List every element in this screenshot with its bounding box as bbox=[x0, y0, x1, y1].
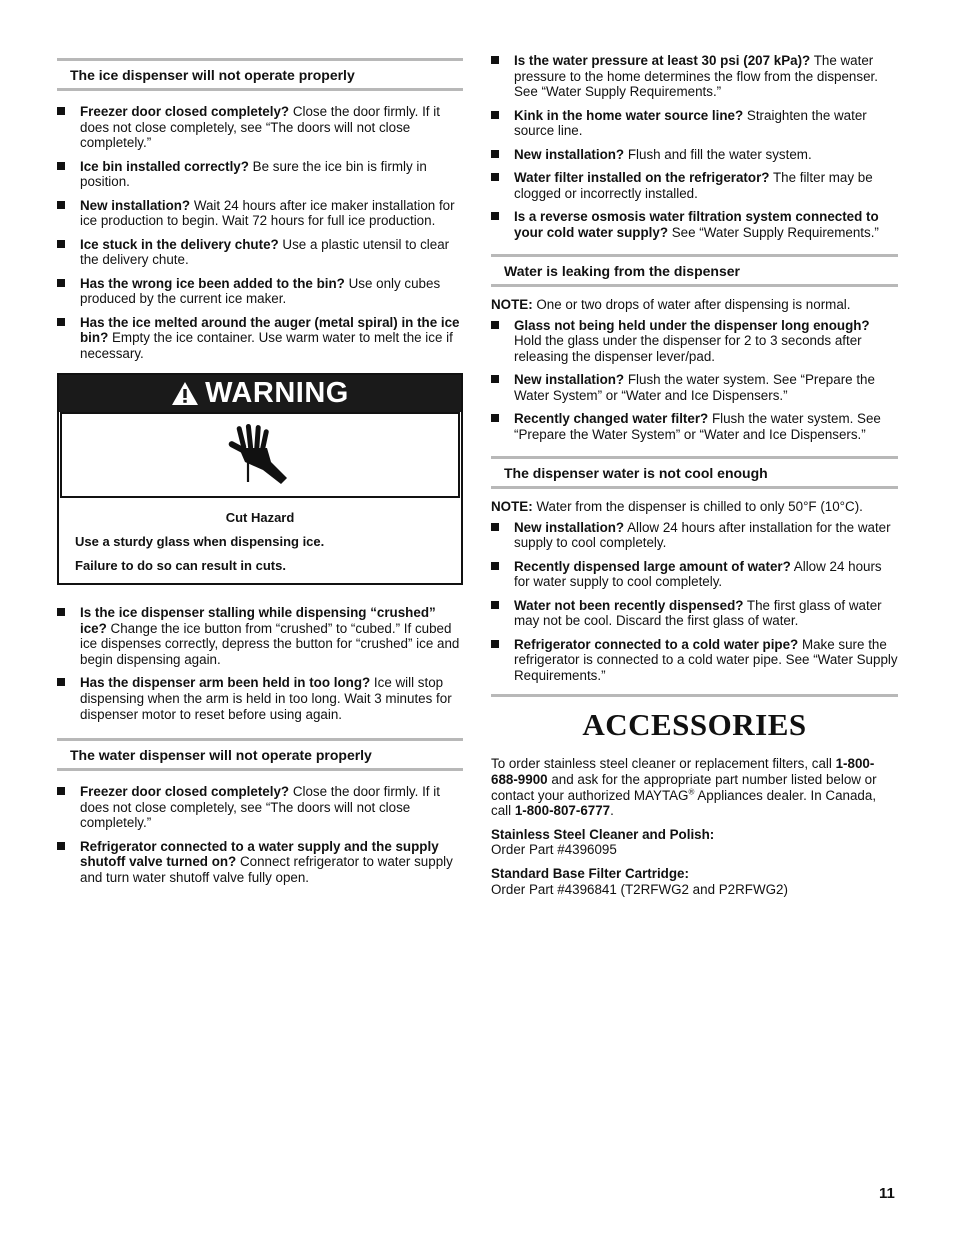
warning-box bbox=[57, 373, 463, 585]
bullet-square-icon bbox=[57, 162, 65, 170]
section-heading-water-leaking: Water is leaking from the dispenser bbox=[491, 254, 898, 287]
item-answer: Use only cubes produced by the current ice maker. bbox=[80, 275, 441, 307]
warning-line-2: Failure to do so can result in cuts. bbox=[75, 558, 286, 574]
list-item bbox=[57, 315, 463, 362]
filter-label: Standard Base Filter Cartridge: bbox=[491, 865, 689, 881]
bullet-square-icon bbox=[491, 111, 499, 119]
list-item bbox=[57, 839, 463, 886]
item-answer: The filter may be clogged or incorrectly installed. bbox=[514, 169, 873, 201]
registered-mark: ® bbox=[688, 787, 695, 797]
item-answer: Close the door firmly. If it does not close completely, see “The doors will not close completely.” bbox=[80, 104, 440, 151]
list-item bbox=[57, 237, 463, 268]
item-answer: Hold the glass under the dispenser for 2 to 3 seconds after releasing the dispenser lever/pad. bbox=[514, 333, 862, 364]
section-heading-water-not-cool: The dispenser water is not cool enough bbox=[491, 456, 898, 489]
list-item bbox=[491, 318, 898, 365]
item-question: Recently changed water filter? bbox=[514, 411, 709, 427]
item-question: Kink in the home water source line? bbox=[514, 107, 744, 123]
item-answer: Make sure the refrigerator is connected to a cold water pipe. See “Water Supply Requirements.” bbox=[514, 636, 898, 683]
item-question: Has the wrong ice been added to the bin? bbox=[80, 275, 345, 291]
list-item bbox=[491, 637, 898, 684]
phone-us: 1-800-688-9900 bbox=[491, 756, 875, 787]
bullet-square-icon bbox=[491, 173, 499, 181]
item-question: Water filter installed on the refrigerator? bbox=[514, 169, 770, 185]
bullet-square-icon bbox=[57, 107, 65, 115]
item-question: New installation? bbox=[80, 197, 191, 213]
list-item bbox=[57, 276, 463, 307]
leak-note bbox=[491, 297, 898, 313]
item-question: Refrigerator connected to a cold water pipe? bbox=[514, 636, 799, 652]
item-answer: Flush and fill the water system. bbox=[624, 146, 812, 162]
intro-text: and ask for the appropriate part number listed below or contact your authorized MAYTAG bbox=[491, 771, 877, 803]
list-item bbox=[57, 605, 463, 667]
item-question: Has the dispenser arm been held in too long? bbox=[80, 675, 371, 691]
bullet-square-icon bbox=[57, 787, 65, 795]
water-troubleshoot-list bbox=[57, 784, 463, 885]
cut-hand-icon bbox=[227, 422, 293, 488]
bullet-square-icon bbox=[491, 150, 499, 158]
item-question: Ice stuck in the delivery chute? bbox=[80, 236, 279, 252]
item-answer: Allow 24 hours after installation for the water supply to cool completely. bbox=[514, 519, 891, 551]
right-column bbox=[491, 0, 898, 905]
bullet-square-icon bbox=[57, 318, 65, 326]
list-item bbox=[491, 520, 898, 551]
item-question: Refrigerator connected to a water supply and the supply shutoff valve turned on? bbox=[80, 838, 439, 870]
item-answer: Connect refrigerator to water supply and turn water shutoff valve fully open. bbox=[80, 854, 453, 885]
left-column bbox=[57, 0, 463, 893]
cleaner-label: Stainless Steel Cleaner and Polish: bbox=[491, 826, 715, 842]
ice-troubleshoot-list-continued bbox=[57, 605, 463, 722]
bullet-square-icon bbox=[57, 201, 65, 209]
note-label: NOTE: bbox=[491, 499, 533, 515]
item-question: Is the ice dispenser stalling while dispensing “crushed” ice? bbox=[80, 605, 436, 636]
bullet-square-icon bbox=[491, 321, 499, 329]
hazard-icon-box bbox=[60, 412, 460, 498]
item-answer: Flush the water system. See “Prepare the Water System” or “Water and Ice Dispensers.” bbox=[514, 411, 881, 442]
list-item bbox=[491, 372, 898, 403]
bullet-square-icon bbox=[491, 640, 499, 648]
accessories-title: ACCESSORIES bbox=[491, 694, 898, 742]
item-question: Freezer door closed completely? bbox=[80, 104, 290, 119]
bullet-square-icon bbox=[57, 608, 65, 616]
warning-triangle-icon bbox=[171, 381, 199, 406]
list-item bbox=[491, 411, 898, 442]
item-question: New installation? bbox=[514, 146, 625, 162]
intro-text: Appliances dealer. In Canada, call bbox=[491, 787, 877, 819]
item-answer: The water pressure to the home determines the flow from the dispenser. See “Water Supply Requirements.” bbox=[514, 53, 878, 100]
item-question: Freezer door closed completely? bbox=[80, 784, 290, 800]
list-item bbox=[491, 559, 898, 590]
bullet-square-icon bbox=[57, 279, 65, 287]
item-answer: Wait 24 hours after ice maker installation for ice production to begin. Wait 72 hours for full ice production. bbox=[80, 197, 455, 229]
section-heading-water-dispenser: The water dispenser will not operate properly bbox=[57, 738, 463, 771]
bullet-square-icon bbox=[491, 414, 499, 422]
bullet-square-icon bbox=[491, 212, 499, 220]
item-answer: Straighten the water source line. bbox=[514, 107, 867, 139]
list-item bbox=[57, 675, 463, 722]
list-item bbox=[491, 170, 898, 201]
bullet-square-icon bbox=[57, 842, 65, 850]
bullet-square-icon bbox=[491, 523, 499, 531]
cool-note bbox=[491, 499, 898, 515]
list-item bbox=[491, 108, 898, 139]
warning-line-1: Use a sturdy glass when dispensing ice. bbox=[75, 534, 325, 550]
list-item bbox=[491, 209, 898, 240]
item-question: Water not been recently dispensed? bbox=[514, 597, 744, 613]
item-question: New installation? bbox=[514, 519, 625, 535]
hazard-name: Cut Hazard bbox=[225, 510, 295, 526]
list-item bbox=[57, 159, 463, 190]
item-answer: Change the ice button from “crushed” to “cubed.” If cubed ice dispenses correctly, depress the button for “crushed” ice and begin dispensing again. bbox=[80, 620, 460, 668]
bullet-square-icon bbox=[57, 678, 65, 686]
warning-message bbox=[59, 498, 461, 583]
cleaner-part-number: Order Part #4396095 bbox=[491, 842, 617, 858]
water-troubleshoot-list-continued bbox=[491, 53, 898, 240]
bullet-square-icon bbox=[491, 601, 499, 609]
warning-title: WARNING bbox=[205, 377, 349, 409]
section-heading-ice-dispenser: The ice dispenser will not operate properly bbox=[57, 58, 463, 91]
bullet-square-icon bbox=[491, 56, 499, 64]
item-answer: The first glass of water may not be cool. Discard the first glass of water. bbox=[514, 597, 882, 629]
item-question: Glass not being held under the dispenser long enough? bbox=[514, 317, 870, 333]
item-answer: Ice will stop dispensing when the arm is held in too long. Wait 3 minutes for dispenser motor to reset before using again. bbox=[80, 675, 452, 722]
intro-text: . bbox=[610, 803, 614, 819]
cleaner-part bbox=[491, 827, 898, 858]
item-answer: Use a plastic utensil to clear the delivery chute. bbox=[80, 236, 450, 268]
item-question: Is a reverse osmosis water filtration system connected to your cold water supply? bbox=[514, 208, 879, 240]
ice-troubleshoot-list bbox=[57, 104, 463, 361]
item-answer: See “Water Supply Requirements.” bbox=[668, 224, 879, 240]
list-item bbox=[491, 53, 898, 100]
note-label: NOTE: bbox=[491, 296, 533, 312]
cool-troubleshoot-list bbox=[491, 520, 898, 684]
bullet-square-icon bbox=[491, 562, 499, 570]
page-number: 11 bbox=[879, 1185, 895, 1202]
note-text: One or two drops of water after dispensing is normal. bbox=[532, 296, 851, 312]
item-answer: Allow 24 hours for water supply to cool completely. bbox=[514, 558, 882, 590]
item-answer: Close the door firmly. If it does not close completely, see “The doors will not close completely.” bbox=[80, 784, 440, 831]
item-question: Ice bin installed correctly? bbox=[80, 158, 249, 174]
bullet-square-icon bbox=[491, 375, 499, 383]
list-item bbox=[57, 198, 463, 229]
warning-header bbox=[59, 375, 461, 412]
item-answer: Empty the ice container. Use warm water to melt the ice if necessary. bbox=[80, 330, 453, 361]
leak-troubleshoot-list bbox=[491, 318, 898, 443]
bullet-square-icon bbox=[57, 240, 65, 248]
item-answer: Be sure the ice bin is firmly in position. bbox=[80, 158, 427, 190]
list-item bbox=[491, 147, 898, 163]
item-question: New installation? bbox=[514, 372, 625, 388]
intro-text: To order stainless steel cleaner or replacement filters, call bbox=[491, 756, 836, 772]
item-question: Is the water pressure at least 30 psi (207 kPa)? bbox=[514, 53, 811, 68]
item-answer: Flush the water system. See “Prepare the Water System” or “Water and Ice Dispensers.” bbox=[514, 372, 875, 403]
item-question: Recently dispensed large amount of water? bbox=[514, 558, 791, 574]
list-item bbox=[57, 104, 463, 151]
list-item bbox=[57, 784, 463, 831]
filter-part bbox=[491, 866, 898, 897]
phone-canada: 1-800-807-6777 bbox=[514, 803, 611, 819]
item-question: Has the ice melted around the auger (metal spiral) in the ice bin? bbox=[80, 314, 460, 346]
note-text: Water from the dispenser is chilled to only 50°F (10°C). bbox=[532, 499, 863, 515]
filter-part-number: Order Part #4396841 (T2RFWG2 and P2RFWG2) bbox=[491, 881, 788, 897]
accessories-intro bbox=[491, 756, 898, 818]
list-item bbox=[491, 598, 898, 629]
